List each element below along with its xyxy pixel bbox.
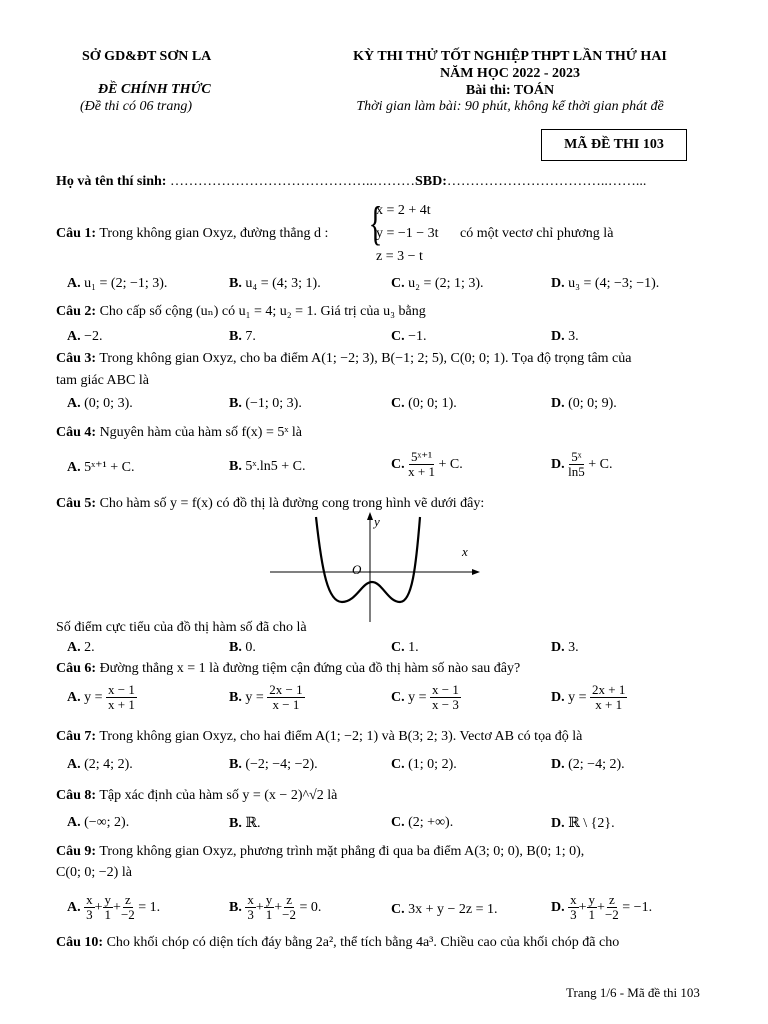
page-footer: Trang 1/6 - Mã đề thi 103 bbox=[566, 985, 700, 1000]
option-b: B. 7. bbox=[229, 329, 256, 344]
option-d: D. $\frac{\text{5ˣ}}{\ln 5}$ + C. bbox=[551, 449, 613, 480]
option-a: A. −2. bbox=[67, 329, 103, 344]
equation-x: x = 2 + 4t bbox=[376, 203, 431, 218]
question-10: Câu 10: Cho khối chóp có diện tích đáy bằng 2a², thể tích bằng 4a³. Chiều cao của khối chóp đã cho bbox=[56, 935, 620, 950]
option-d: D. y = $\frac{2x + 1}{x + 1}$ bbox=[551, 682, 626, 713]
option-d: D. u₃ = (4; −3; −1). bbox=[551, 276, 660, 291]
option-b: B. (−2; −4; −2). bbox=[229, 757, 318, 772]
option-b: B. u₄ = (4; 3; 1). bbox=[229, 276, 321, 291]
option-c: C. (0; 0; 1). bbox=[391, 396, 457, 411]
sbd-dots: ……………………………..……... bbox=[446, 174, 647, 189]
option-c: C. 1. bbox=[391, 640, 419, 655]
option-b: B. y = $\frac{2x - 1}{x - 1}$ bbox=[229, 682, 303, 713]
option-a: A. 2. bbox=[67, 640, 95, 655]
option-a: A. y = $\frac{x - 1}{x + 1}$ bbox=[67, 682, 135, 713]
function-graph bbox=[270, 512, 490, 622]
option-b: B. 5ˣ.ln5 + C. bbox=[229, 459, 306, 474]
question-label: Câu 1: bbox=[56, 226, 97, 241]
question-1 bbox=[56, 226, 328, 242]
pages-note: (Đề thi có 06 trang) bbox=[80, 99, 192, 114]
exam-code-box: MÃ ĐỀ THI 103 bbox=[541, 129, 687, 161]
option-c: C. (2; +∞). bbox=[391, 815, 454, 830]
option-b: B. (−1; 0; 3). bbox=[229, 396, 302, 411]
option-d: D. 3. bbox=[551, 329, 579, 344]
question-9: Câu 9: Trong không gian Oxyz, phương trình mặt phẳng đi qua ba điểm A(3; 0; 0), B(0; 1; 0), bbox=[56, 844, 585, 859]
question-5-line-2: Số điểm cực tiểu của đồ thị hàm số đã cho là bbox=[56, 620, 307, 635]
question-8: Câu 8: Tập xác định của hàm số y = (x − 2)^√2 là bbox=[56, 788, 338, 803]
question-2: Câu 2: Cho cấp số cộng (uₙ) có u₁ = 4; u₂ = 1. Giá trị của u₃ bằng bbox=[56, 304, 426, 319]
equation-z: z = 3 − t bbox=[376, 249, 423, 264]
school-year: NĂM HỌC 2022 - 2023 bbox=[440, 66, 580, 81]
option-a: A. (0; 0; 3). bbox=[67, 396, 133, 411]
option-a: A. (2; 4; 2). bbox=[67, 757, 133, 772]
option-d: D. (0; 0; 9). bbox=[551, 396, 617, 411]
option-d: D. (2; −4; 2). bbox=[551, 757, 625, 772]
question-text-tail: có một vectơ chỉ phương là bbox=[460, 226, 614, 241]
question-3-line-2: tam giác ABC là bbox=[56, 373, 149, 388]
question-3: Câu 3: Trong không gian Oxyz, cho ba điểm A(1; −2; 3), B(−1; 2; 5), C(0; 0; 1). Tọa độ trọng tâm của bbox=[56, 351, 632, 366]
option-a: A. (−∞; 2). bbox=[67, 815, 130, 830]
origin-label: O bbox=[352, 562, 362, 577]
option-c: C. (1; 0; 2). bbox=[391, 757, 457, 772]
brace-symbol: { bbox=[368, 197, 383, 250]
option-b: B. $\frac{x}{3}$ + $\frac{y}{1}$ + $\frac{z}{-2}$ = 0. bbox=[229, 892, 322, 923]
option-b: B. ℝ. bbox=[229, 816, 261, 831]
option-d: D. $\frac{x}{3}$ + $\frac{y}{1}$ + $\frac{z}{-2}$ = −1. bbox=[551, 892, 653, 923]
option-c: C. 3x + y − 2z = 1. bbox=[391, 902, 498, 917]
option-a: A. $\frac{x}{3}$ + $\frac{y}{1}$ + $\frac{z}{-2}$ = 1. bbox=[67, 892, 161, 923]
candidate-line bbox=[56, 174, 646, 190]
question-6: Câu 6: Đường thẳng x = 1 là đường tiệm cận đứng của đồ thị hàm số nào sau đây? bbox=[56, 661, 521, 676]
name-dots: ……………………………………..……… bbox=[169, 174, 415, 189]
option-d: D. ℝ \ {2}. bbox=[551, 816, 615, 831]
exam-time: Thời gian làm bài: 90 phút, không kể thời gian phát đề bbox=[356, 99, 664, 114]
option-a: A. 5ˣ⁺¹ + C. bbox=[67, 460, 135, 475]
sbd-label: SBD: bbox=[414, 174, 447, 189]
exam-title: KỲ THI THỬ TỐT NGHIỆP THPT LẦN THỨ HAI bbox=[353, 49, 667, 64]
option-c: C. −1. bbox=[391, 329, 427, 344]
equation-y: y = −1 − 3t bbox=[376, 226, 439, 241]
question-7: Câu 7: Trong không gian Oxyz, cho hai điểm A(1; −2; 1) và B(3; 2; 3). Vectơ AB có tọa độ là bbox=[56, 729, 583, 744]
option-a: A. u₁ = (2; −1; 3). bbox=[67, 276, 168, 291]
department: SỞ GD&ĐT SƠN LA bbox=[82, 49, 212, 64]
option-c: C. u₂ = (2; 1; 3). bbox=[391, 276, 484, 291]
subject: Bài thi: TOÁN bbox=[465, 83, 555, 98]
question-5: Câu 5: Cho hàm số y = f(x) có đồ thị là đường cong trong hình vẽ dưới đây: bbox=[56, 496, 485, 511]
official-label: ĐỀ CHÍNH THỨC bbox=[98, 82, 211, 97]
x-axis-label: x bbox=[462, 544, 468, 559]
option-c: C. $\frac{\text{5ˣ⁺¹}}{x + 1}$ + C. bbox=[391, 449, 463, 480]
y-axis-label: y bbox=[374, 514, 380, 529]
option-d: D. 3. bbox=[551, 640, 579, 655]
name-label: Họ và tên thí sinh: bbox=[56, 174, 167, 189]
question-9-line-2: C(0; 0; −2) là bbox=[56, 865, 132, 880]
question-4: Câu 4: Nguyên hàm của hàm số f(x) = 5ˣ là bbox=[56, 425, 303, 440]
option-c: C. y = $\frac{x - 1}{x - 3}$ bbox=[391, 682, 459, 713]
option-b: B. 0. bbox=[229, 640, 256, 655]
question-text: Trong không gian Oxyz, đường thẳng d : bbox=[99, 226, 329, 241]
